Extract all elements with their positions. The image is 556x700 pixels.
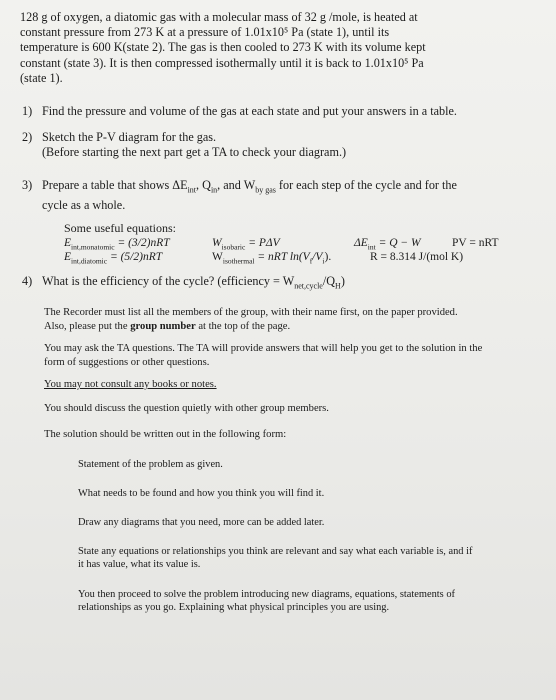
- equation-eint-diatomic: $E_{int,diatomic} = (5/2)nRT$: [64, 251, 163, 266]
- discuss-instruction: You should discuss the question quietly with other group members.: [44, 403, 329, 414]
- intro-line: 128 g of oxygen, a diatomic gas with a molecular mass of 32 g /mole, is heated at: [20, 10, 418, 24]
- intro-line: constant pressure from 273 K at a pressure of 1.01x10⁵ Pa (state 1), until its: [20, 25, 390, 40]
- question-text: Sketch the P-V diagram for the gas.: [42, 130, 217, 144]
- question-3: [22, 178, 457, 213]
- question-number: 3): [22, 178, 33, 192]
- step-statement: Statement of the problem as given.: [78, 459, 223, 470]
- equation-w-isothermal: $W_{isothermal}$ = nRT $\ln(V_f/V_i)$.: [212, 251, 332, 266]
- step-what-to-find: What needs to be found and how you think you will find it.: [78, 488, 325, 499]
- intro-line: (state 1).: [20, 70, 63, 85]
- intro-line: temperature is 600 K(state 2). The gas is then cooled to 273 K with its volume kept: [20, 40, 426, 55]
- question-1: [22, 104, 457, 119]
- question-text: What is the efficiency of the cycle? (efficiency = $W_{net,cycle}/Q_H$): [42, 274, 345, 291]
- problem-statement: [20, 10, 540, 86]
- step-solve: You then proceed to solve the problem introducing new diagrams, equations, statements of relationships as you go. Explaining what physical principles you are using.: [78, 589, 455, 614]
- equation-ideal-gas: PV = nRT: [452, 237, 499, 249]
- question-2: [22, 130, 346, 161]
- question-note: (Before starting the next part get a TA to check your diagram.): [42, 145, 347, 160]
- intro-line: constant (state 3). It is then compressed isothermally until it is back to 1.01x10⁵ Pa: [20, 55, 424, 70]
- step-equations: State any equations or relationships you think are relevant and say what each variable is, and if it has value, what its value is.: [78, 546, 473, 571]
- recorder-instructions: The Recorder must list all the members of the group, with their name first, on the paper provided. Also, please put the group number at the top of the page.: [44, 307, 458, 332]
- question-text: Prepare a table that shows $\Delta E_{int}$, $Q_{in}$, and $W_{by gas}$ for each step of the cycle and for the: [42, 178, 457, 195]
- question-number: 4): [22, 274, 33, 288]
- question-number: 1): [22, 104, 33, 118]
- equation-gas-constant: R = 8.314 J/(mol K): [370, 251, 464, 263]
- equation-first-law: $\Delta E_{int} = Q - W$: [354, 237, 421, 252]
- question-text: Find the pressure and volume of the gas at each state and put your answers in a table.: [42, 104, 457, 118]
- equation-eint-monatomic: $E_{int,monatomic} = (3/2)nRT$: [64, 237, 170, 252]
- step-diagrams: Draw any diagrams that you need, more can be added later.: [78, 517, 325, 528]
- equation-w-isobaric: $W_{isobaric} = P\Delta V$: [212, 237, 280, 252]
- question-text-cont: cycle as a whole.: [42, 197, 126, 212]
- equations-heading: Some useful equations:: [64, 221, 176, 235]
- question-4: [22, 274, 345, 294]
- no-books-notice: You may not consult any books or notes.: [44, 379, 217, 390]
- solution-form-heading: The solution should be written out in the following form:: [44, 429, 287, 440]
- question-number: 2): [22, 130, 33, 144]
- ta-instructions: You may ask the TA questions. The TA will provide answers that will help you get to the solution in the form of suggestions or other questions.: [44, 343, 483, 368]
